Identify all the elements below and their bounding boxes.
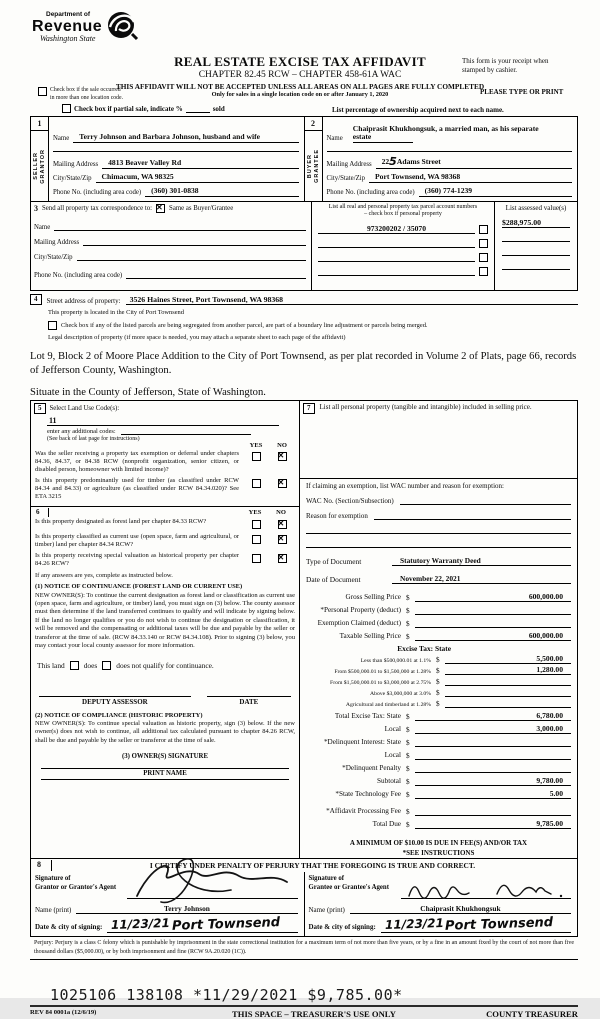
- sec6-q2-no-checkbox[interactable]: [278, 535, 287, 544]
- grantor-name-print-field[interactable]: Terry Johnson: [76, 904, 297, 914]
- taxable-selling-price-label: Taxable Selling Price: [339, 631, 401, 640]
- rate-tier-4-field[interactable]: [445, 696, 571, 697]
- rate-agricultural-field[interactable]: [445, 707, 571, 708]
- reason-extra-line-2[interactable]: [306, 536, 571, 548]
- state-technology-fee-label: *State Technology Fee: [335, 789, 401, 798]
- total-due-label: Total Due: [372, 819, 401, 828]
- parcel-numbers-header: List all real and personal property tax parcel account numbers – check box if personal property: [328, 204, 478, 218]
- buyer-mailing-label: Mailing Address: [326, 161, 372, 168]
- grantor-handwritten-date: 11/23/21: [111, 916, 171, 933]
- grantee-signature-block: [305, 872, 578, 936]
- buyer-name-field[interactable]: Chaiprasit Khukhongsuk, a married man, as his separate estate: [352, 123, 539, 142]
- reason-extra-line-1[interactable]: [306, 522, 571, 534]
- delinquent-interest-local-field[interactable]: [415, 759, 571, 760]
- form-revision-number: REV 84 0001a (12/6/19): [30, 1008, 97, 1016]
- delinquent-penalty-field[interactable]: [415, 772, 571, 773]
- print-name-bottom-line[interactable]: [41, 779, 289, 784]
- grantor-signature-scrawl: [127, 858, 295, 904]
- reason-label: Reason for exemption: [306, 511, 368, 520]
- buyer-csz-field[interactable]: Port Townsend, WA 98368: [369, 173, 572, 183]
- grantor-handwritten-city: Port Townsend: [171, 915, 281, 935]
- land-use-column: [31, 401, 300, 859]
- exemption-claimed-label: Exemption Claimed (deduct): [317, 618, 401, 627]
- segregated-note: Check box if any of the listed parcels are being segregated from another parcel, are part of a boundary line adjustment or parcels being merged.: [61, 322, 428, 330]
- land-use-code-field[interactable]: 11: [47, 416, 279, 426]
- wac-field[interactable]: [400, 504, 571, 505]
- seller-side-label: SELLER: [33, 152, 39, 180]
- stamp-rule: [30, 1005, 578, 1007]
- taxable-selling-price-field[interactable]: 600,000.00: [415, 631, 571, 641]
- grantee-date-city-field[interactable]: [381, 917, 571, 933]
- rate-agricultural-label: Agricultural and timberland at 1.28%: [345, 701, 431, 708]
- total-excise-state-label: Total Excise Tax: State: [334, 711, 401, 720]
- grantee-handwritten-city: Port Townsend: [445, 915, 554, 935]
- tax-column: [300, 401, 577, 859]
- section-3-number: 3: [34, 204, 38, 213]
- does-label: does: [83, 660, 98, 670]
- section-5-number: 5: [34, 403, 46, 414]
- personal-property-header: List all personal property (tangible and intangible) included in selling price.: [319, 402, 532, 411]
- affidavit-processing-fee-field[interactable]: [415, 815, 571, 816]
- personal-property-deduct-label: *Personal Property (deduct): [320, 605, 401, 614]
- subtotal-field[interactable]: 9,780.00: [415, 776, 571, 786]
- buyer-section: [305, 117, 578, 201]
- sec6-q1-yes-checkbox[interactable]: [252, 520, 261, 529]
- grantor-date-city-field[interactable]: [107, 917, 297, 933]
- grantor-signature-label: Signature of Grantor or Grantor's Agent: [35, 875, 117, 891]
- gross-selling-price-field[interactable]: 600,000.00: [415, 592, 571, 602]
- parcel-number-field-2[interactable]: [318, 247, 475, 248]
- ownership-note: List percentage of ownership acquired next to each name.: [332, 106, 504, 114]
- corr-csz-field[interactable]: [77, 260, 306, 261]
- corr-phone-field[interactable]: [126, 278, 306, 279]
- sec5-q2-no-checkbox[interactable]: [278, 479, 287, 488]
- dor-logo: [32, 12, 138, 47]
- subtotal-label: Subtotal: [377, 776, 401, 785]
- seller-name-extra-line[interactable]: [53, 143, 299, 152]
- buyer-mailing-field[interactable]: 225Adams Street: [376, 155, 572, 169]
- section-4-number: 4: [30, 294, 42, 305]
- treasurer-use-only-label: THIS SPACE – TREASURER'S USE ONLY: [232, 1008, 396, 1019]
- partial-sale-percent-field[interactable]: [186, 112, 210, 113]
- segregated-checkbox[interactable]: [48, 321, 57, 330]
- multiple-location-checkbox[interactable]: [38, 87, 47, 96]
- total-excise-local-field[interactable]: 3,000.00: [415, 724, 571, 734]
- property-address-section: [30, 291, 578, 398]
- grantee-signature-scrawl: [401, 874, 569, 904]
- corr-csz-label: City/State/Zip: [34, 254, 73, 261]
- qualify-pre-label: This land: [37, 660, 65, 670]
- delinquent-interest-local-label: Local: [384, 750, 401, 759]
- rate-tier-4-label: Above $3,000,000 at 3.0%: [370, 690, 431, 697]
- logo-dept-text: Department of: [46, 11, 91, 18]
- corr-phone-label: Phone No. (including area code): [34, 272, 123, 279]
- parcel-personal-checkbox-3[interactable]: [479, 253, 488, 262]
- certify-statement: I CERTIFY UNDER PENALTY OF PERJURY THAT THE FOREGOING IS TRUE AND CORRECT.: [149, 861, 476, 871]
- tax-computation: Gross Selling Price $ 600,000.00 *Personal Property (deduct) $ Exemption Claimed (deduct) $ Taxable Selling Price $ 600,000.00 Excise Tax: State Less than $500,000.01 at 1.1% $ 5,500.00 From $500,000.01 to $1,500,000 at 1.28% $ 1,280.00 From $1,500,000.01 to $3,000,000 at 2.75% $ Above $3,000,000 at 3.0% $ Agricultural and timberland at 1.28% $ Total Excise Tax: State $ 6,780.00 Local $ 3,000.00 *Delinquent Interest: State $ Local $ *Delinquent Penalty $ Subtotal $ 9,780.00 *State Technology Fee $ 5.00 *Affidavit Processing Fee $ Total Due $ 9,785.00: [300, 589, 577, 829]
- rate-tier-3-label: From $1,500,000.01 to $3,000,000 at 2.75%: [330, 679, 431, 686]
- exemption-claimed-field[interactable]: [415, 627, 571, 628]
- parcel-number-field-4[interactable]: [318, 275, 475, 276]
- grantor-date-city-label: Date & city of signing:: [35, 923, 103, 932]
- sec6-question-2: Is this property classified as current use (open space, farm and agricultural, or timber) land per chapter 84.34 RCW?: [35, 532, 239, 548]
- grantee-name-print-label: Name (print): [308, 906, 345, 915]
- does-not-label: does not qualify for continuance.: [116, 660, 214, 670]
- total-excise-local-label: Local: [384, 724, 401, 733]
- buyer-phone-label: Phone No. (including area code): [326, 189, 415, 196]
- parcel-personal-checkbox-2[interactable]: [479, 239, 488, 248]
- legal-description-note: Legal description of property (if more space is needed, you may attach a separate sheet to each page of the affidavit): [48, 334, 346, 342]
- notice2-body: NEW OWNER(S): To continue special valuation as historic property, sign (3) below. If the new owner(s) does not wish to continue, all additional tax calculated pursuant to chapter 84.26 RCW, shall be due and payable by the seller or transferor at the time of sale.: [35, 720, 295, 744]
- corr-mailing-field[interactable]: [83, 245, 306, 246]
- form-footer: [30, 1009, 578, 1019]
- located-note: This property is located in the City of Port Townsend: [48, 309, 184, 316]
- buyer-phone-field[interactable]: (360) 774-1239: [419, 187, 572, 197]
- corr-name-field[interactable]: [54, 230, 306, 231]
- does-qualify-checkbox[interactable]: [70, 661, 79, 670]
- buyer-side-label: BUYER: [306, 153, 313, 179]
- sec6-q2-yes-checkbox[interactable]: [252, 535, 261, 544]
- complete-note: If any answers are yes, complete as instructed below.: [35, 572, 173, 580]
- section-1-number: 1: [31, 119, 48, 131]
- street-address-field[interactable]: 3526 Haines Street, Port Townsend, WA 98368: [126, 295, 578, 305]
- rate-tier-2-field[interactable]: 1,280.00: [445, 665, 571, 675]
- grantor-signature-field[interactable]: [127, 873, 298, 899]
- sec6-question-1: Is this property designated as forest land per chapter 84.33 RCW?: [35, 517, 207, 525]
- see-back-note: (See back of last page for instructions): [47, 435, 140, 442]
- situate-text: Situate in the County of Jefferson, State of Washington.: [30, 386, 266, 398]
- logo-revenue-text: Revenue: [32, 17, 103, 35]
- grantee-side-label: GRANTEE: [313, 149, 320, 183]
- state-technology-fee-field[interactable]: 5.00: [415, 789, 571, 799]
- sec6-q1-no-checkbox[interactable]: [278, 520, 287, 529]
- grantor-signature-block: [31, 872, 305, 936]
- deputy-assessor-signature-line[interactable]: DEPUTY ASSESSOR: [39, 696, 191, 706]
- same-as-buyer-checkbox[interactable]: [156, 204, 165, 213]
- notice1-title: (1) NOTICE OF CONTINUANCE (FOREST LAND OR CURRENT USE): [35, 583, 243, 591]
- sec6-q3-no-checkbox[interactable]: [278, 554, 287, 563]
- buyer-csz-label: City/State/Zip: [326, 175, 366, 182]
- sec5-q1-yes-checkbox[interactable]: [252, 452, 261, 461]
- grantee-name-print-field[interactable]: Chaiprasit Khukhongsuk: [350, 904, 571, 914]
- handwritten-5: 5: [388, 155, 398, 169]
- seller-csz-field[interactable]: Chimacum, WA 98325: [96, 173, 299, 183]
- sec5-question-1: Was the seller receiving a property tax exemption or deferral under chapters 84.36, 84.37, or 84.38 RCW (nonprofit organization, senior citizen, or disabled person, homeowner with limited income)?: [35, 449, 239, 474]
- receipt-note: This form is your receipt when stamped by cashier.: [462, 57, 549, 74]
- affidavit-processing-fee-label: *Affidavit Processing Fee: [326, 806, 401, 815]
- type-of-document-field[interactable]: Statutory Warranty Deed: [392, 556, 571, 566]
- seller-name-field[interactable]: Terry Johnson and Barbara Johnson, husband and wife: [73, 133, 298, 143]
- sec6-question-3: Is this property receiving special valuation as historical property per chapter 84.26 RCW?: [35, 551, 239, 567]
- land-use-header: Select Land Use Code(s):: [49, 404, 120, 412]
- total-due-field[interactable]: 9,785.00: [415, 819, 571, 829]
- seller-mailing-field[interactable]: 4813 Beaver Valley Rd: [102, 159, 298, 169]
- rate-tier-3-field[interactable]: [445, 685, 571, 686]
- section-8-number: 8: [35, 860, 52, 871]
- total-excise-state-field[interactable]: 6,780.00: [415, 711, 571, 721]
- seller-name-label: Name: [53, 135, 70, 142]
- partial-sale-label: Check box if partial sale, indicate %: [74, 105, 183, 113]
- same-as-buyer-label: Same as Buyer/Grantee: [169, 205, 234, 212]
- delinquent-interest-state-field[interactable]: [415, 746, 571, 747]
- owners-signature-label: (3) OWNER(S) SIGNATURE: [122, 753, 208, 761]
- parcel-number-field-3[interactable]: [318, 261, 475, 262]
- parcel-personal-checkbox-4[interactable]: [479, 267, 488, 276]
- multiple-location-label: Check box if the sale occurred in more than one location code.: [50, 87, 124, 101]
- county-treasurer-label: COUNTY TREASURER: [486, 1008, 578, 1019]
- perjury-statement: Perjury: Perjury is a class C felony which is punishable by imprisonment in the state correctional institution for a maximum term of not more than five years, or by a fine in an amount fixed by the court of not more than five thousand dollars ($5,000.00), or by both imprisonment and fine (RCW 9A.20.020 (1C)).: [30, 937, 578, 959]
- assessed-values-header: List assessed value(s): [505, 204, 567, 212]
- grantee-date-city-label: Date & city of signing:: [308, 923, 376, 932]
- wac-label: WAC No. (Section/Subsection): [306, 496, 394, 505]
- sec5-q2-yes-checkbox[interactable]: [252, 479, 261, 488]
- parties-section: [30, 116, 578, 202]
- seller-phone-field[interactable]: (360) 301-0838: [145, 187, 298, 197]
- assessed-value-field-3[interactable]: [502, 255, 570, 256]
- see-instructions-note: *SEE INSTRUCTIONS: [402, 848, 475, 857]
- treasurer-stamp: 1025106 138108 *11/29/2021 $9,785.00*: [50, 985, 403, 1004]
- buyer-name-extra-line[interactable]: [327, 143, 573, 152]
- sec5-q1-no-checkbox[interactable]: [278, 452, 287, 461]
- sec5-yes-header: YES: [249, 441, 263, 449]
- correspondence-section: [30, 202, 578, 291]
- grantor-name-print-label: Name (print): [35, 906, 72, 915]
- personal-property-deduct-field[interactable]: [415, 614, 571, 615]
- rate-tier-1-field[interactable]: 5,500.00: [445, 654, 571, 664]
- partial-sale-checkbox[interactable]: [62, 104, 71, 113]
- logo-state-text: Washington State: [40, 33, 96, 43]
- form-title: REAL ESTATE EXCISE TAX AFFIDAVIT: [174, 54, 426, 69]
- signatures-section: [30, 859, 578, 937]
- does-not-qualify-checkbox[interactable]: [102, 661, 111, 670]
- seller-section: [31, 117, 305, 201]
- excise-tax-state-header: Excise Tax: State: [397, 643, 451, 653]
- section-6-number: 6: [34, 508, 49, 517]
- gross-selling-price-label: Gross Selling Price: [345, 592, 401, 601]
- print-name-line[interactable]: PRINT NAME: [41, 768, 289, 777]
- please-type-note: PLEASE TYPE OR PRINT: [480, 88, 564, 96]
- sec6-yes-header: YES: [248, 508, 262, 516]
- assessed-value-field-2[interactable]: [502, 241, 570, 242]
- assessed-value-field[interactable]: $288,975.00: [502, 218, 570, 228]
- street-address-label: Street address of property:: [46, 297, 121, 305]
- grantor-side-label: GRANTOR: [40, 148, 46, 184]
- assessed-value-field-4[interactable]: [502, 269, 570, 270]
- dor-swirl-icon: [104, 10, 138, 47]
- legal-description-text: Lot 9, Block 2 of Moore Place Addition to the City of Port Townsend, as per plat recorded in Volume 2 of Plats, page 66, records of Jefferson County, Washington.: [30, 351, 577, 377]
- grantee-handwritten-date: 11/23/21: [384, 916, 444, 933]
- additional-codes-field[interactable]: [121, 434, 251, 435]
- reason-field[interactable]: [374, 519, 571, 520]
- parcel-personal-checkbox-1[interactable]: [479, 225, 488, 234]
- land-use-and-tax-section: [30, 400, 578, 860]
- date-of-document-field[interactable]: November 22, 2021: [392, 574, 571, 584]
- rate-tier-2-label: From $500,000.01 to $1,500,000 at 1.28%: [334, 668, 431, 675]
- send-correspondence-label: Send all property tax correspondence to:: [42, 205, 153, 212]
- corr-name-label: Name: [34, 224, 51, 231]
- sec6-q3-yes-checkbox[interactable]: [252, 554, 261, 563]
- grantee-signature-field[interactable]: [401, 873, 572, 899]
- sec5-no-header: NO: [277, 441, 287, 449]
- exemption-header: If claiming an exemption, list WAC number and reason for exemption:: [306, 481, 504, 490]
- seller-csz-label: City/State/Zip: [53, 175, 92, 182]
- partial-sale-sold-label: sold: [212, 105, 225, 113]
- form-subtitle: CHAPTER 82.45 RCW – CHAPTER 458-61A WAC: [198, 70, 402, 81]
- seller-mailing-label: Mailing Address: [53, 161, 99, 168]
- personal-property-blank-area[interactable]: [300, 414, 577, 478]
- buyer-name-label: Name: [326, 135, 343, 142]
- sec5-question-2: Is this property predominantly used for timber (as classified under RCW 84.34 and 84.33) or agriculture (as classified under RCW 84.34.020)? See ETA 3215: [35, 477, 239, 501]
- corr-mailing-label: Mailing Address: [34, 239, 80, 246]
- section-7-number: 7: [303, 403, 315, 414]
- additional-codes-label: enter any additional codes:: [47, 427, 116, 435]
- delinquent-interest-state-label: *Delinquent Interest: State: [323, 737, 401, 746]
- seller-phone-label: Phone No. (including area code): [53, 189, 142, 196]
- rate-tier-1-label: Less than $500,000.01 at 1.1%: [360, 657, 431, 664]
- notice1-body: NEW OWNER(S): To continue the current designation as forest land or classification as current use (open space, farm and agriculture, or timber) land, you must sign on (3) below. The county assessor must then determine if the land transferred continues to qualify and will indicate by signing below. If the land no longer qualifies or you do not wish to continue the designation or classification, it will be removed and the compensating or additional taxes will be due and payable by the seller or transferor at the time of sale. (RCW 84.33.140 or RCW 84.34.108). Prior to signing (3) below, you may contact your local county assessor for more information.: [35, 591, 295, 650]
- sec6-no-header: NO: [276, 508, 286, 516]
- minimum-due-note: A MINIMUM OF $10.00 IS DUE IN FEE(S) AND/OR TAX: [349, 838, 528, 847]
- notice2-title: (2) NOTICE OF COMPLIANCE (HISTORIC PROPERTY): [35, 711, 203, 719]
- grantee-signature-label: Signature of Grantee or Grantee's Agent: [308, 875, 389, 891]
- type-of-document-label: Type of Document: [306, 556, 362, 566]
- form-only-note: Only for sales in a single location code on or after January 1, 2020: [211, 91, 389, 99]
- delinquent-penalty-label: *Delinquent Penalty: [342, 763, 401, 772]
- deputy-date-line[interactable]: DATE: [207, 696, 291, 706]
- form-warning: THIS AFFIDAVIT WILL NOT BE ACCEPTED UNLESS ALL AREAS ON ALL PAGES ARE FULLY COMPLETED: [115, 82, 485, 92]
- parcel-number-field[interactable]: 973200202 / 35070: [318, 224, 475, 234]
- date-of-document-label: Date of Document: [306, 574, 361, 584]
- section-2-number: 2: [305, 119, 322, 131]
